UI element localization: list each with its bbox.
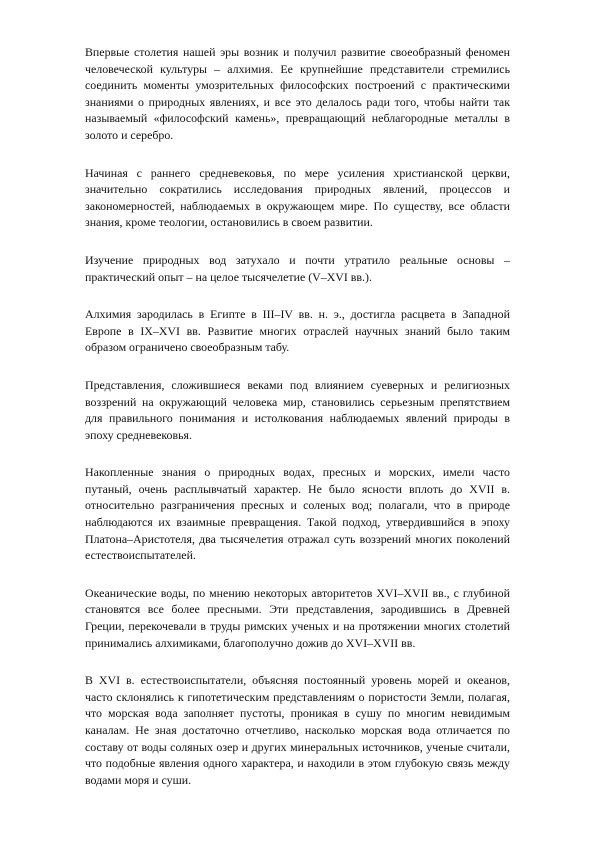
paragraph-8: В XVI в. естествоиспытатели, объясняя постоянный уровень морей и океанов, часто склонялись к гипотетическим представлениям о пористости Земли, полагая, что морская вода заполняет пустоты, проникая в сушу по многим невидимым каналам. Не зная достаточно отчетливо, насколько морская вода отличается по составу от воды соляных озер и других минеральных источников, ученые считали, что подобные явления одного характера, и находили в этом глубокую связь между водами моря и суши. [85,673,510,787]
paragraph-3: Изучение природных вод затухало и почти утратило реальные основы – практический опыт – на целое тысячелетие (V–XVI вв.). [85,252,510,284]
paragraph-4: Алхимия зародилась в Египте в III–IV вв. н. э., достигла расцвета в Западной Европе в IX–XVI вв. Развитие многих отраслей научных знаний было таким образом ограничено своеобразным табу. [85,307,510,355]
paragraph-5: Представления, сложившиеся веками под влиянием суеверных и религиозных воззрений на окружающий человека мир, становились серьезным препятствием для правильного понимания и истолкования наблюдаемых явлений природы в эпоху средневековья. [85,377,510,442]
paragraph-7: Океанические воды, по мнению некоторых авторитетов XVI–XVII вв., с глубиной становятся все более пресными. Эти представления, зародившись в Древней Греции, перекочевали в труды римских ученых и на протяжении многих столетий принимались алхимиками, благополучно дожив до XVI–XVII вв. [85,585,510,650]
paragraph-1: Впервые столетия нашей эры возник и получил развитие своеобразный феномен человеческой культуры – алхимия. Ее крупнейшие представители стремились соединить моменты умозрительных философских построений с практическими знаниями о природных явлениях, и все это делалось ради того, чтобы найти так называемый «философский камень», превращающий неблагородные металлы в золото и серебро. [85,45,510,142]
paragraph-2: Начиная с раннего средневековья, по мере усиления христианской церкви, значительно сократились исследования природных явлений, процессов и закономерностей, наблюдаемых в окружающем мире. По существу, все области знания, кроме теологии, остановились в своем развитии. [85,165,510,230]
document-body [85,44,510,809]
paragraph-6: Накопленные знания о природных водах, пресных и морских, имели часто путаный, очень расплывчатый характер. Не было ясности вплоть до XVII в. относительно разграничения пресных и соленых вод; полагали, что в природе наблюдаются их взаимные превращения. Такой подход, утвердившийся в эпоху Платона–Аристотеля, два тысячелетия отражал суть воззрений многих поколений естествоиспытателей. [85,465,510,563]
